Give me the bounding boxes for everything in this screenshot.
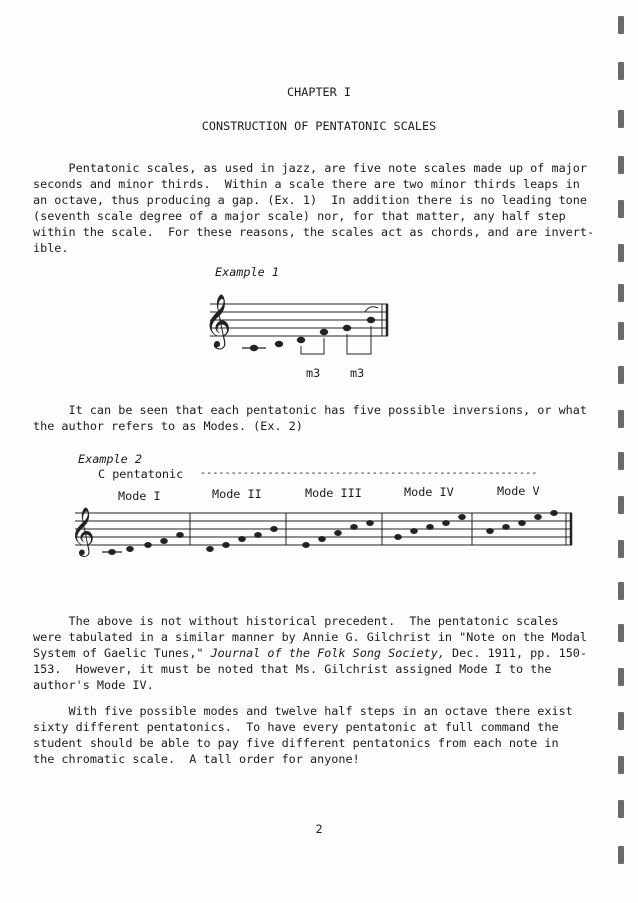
- binding-ring: [618, 366, 624, 384]
- text-line: The above is not without historical precedent. The pentatonic scales: [33, 614, 559, 628]
- mode-label: Mode IV: [404, 485, 454, 499]
- binding-ring: [618, 200, 624, 218]
- treble-clef-icon: 𝄞: [204, 293, 232, 347]
- binding-ring: [618, 624, 624, 642]
- binding-ring: [618, 800, 624, 818]
- staff-lines: [210, 304, 388, 336]
- notes: [242, 317, 375, 351]
- text-span: Dec. 1911, pp. 150-: [444, 646, 587, 660]
- binding-ring: [618, 668, 624, 686]
- treble-clef-icon: 𝄞: [70, 506, 95, 555]
- text-line: With five possible modes and twelve half steps in an octave there exist: [33, 704, 573, 718]
- binding-ring: [618, 540, 624, 558]
- binding-ring: [618, 582, 624, 600]
- text-span: System of Gaelic Tunes,": [33, 646, 211, 660]
- binding-ring: [618, 62, 624, 80]
- binding-ring: [618, 712, 624, 730]
- binding-ring: [618, 496, 624, 514]
- text-line: sixty different pentatonics. To have every pentatonic at full command the: [33, 720, 559, 734]
- scale-name: C pentatonic: [98, 467, 184, 481]
- text-line: ible.: [33, 241, 69, 255]
- text-line: student should be able to pay five different pentatonics from each note in: [33, 736, 559, 750]
- scale-dashes: -------------------------------------------------------: [200, 468, 538, 479]
- example-1-label: Example 1: [215, 265, 279, 279]
- mode-label: Mode II: [212, 487, 262, 501]
- text-line: within the scale. For these reasons, the scales act as chords, and are invert-: [33, 225, 595, 239]
- spiral-binding: [612, 0, 630, 903]
- mode-label: Mode III: [305, 486, 362, 500]
- example-2-label: Example 2: [78, 452, 142, 466]
- binding-ring: [618, 110, 624, 128]
- text-line: [33, 646, 587, 660]
- text-line: the chromatic scale. A tall order for anyone!: [33, 752, 360, 766]
- example-2-staff: [70, 505, 580, 570]
- binding-ring: [618, 410, 624, 428]
- mode-label: Mode I: [118, 489, 161, 503]
- text-line: Pentatonic scales, as used in jazz, are five note scales made up of major: [33, 161, 587, 175]
- journal-title: Journal of the Folk Song Society,: [210, 646, 445, 660]
- binding-ring: [618, 322, 624, 340]
- binding-ring: [618, 846, 624, 864]
- binding-ring: [618, 756, 624, 774]
- text-line: seconds and minor thirds. Within a scale there are two minor thirds leaps in: [33, 177, 580, 191]
- text-line: author's Mode IV.: [33, 678, 154, 692]
- binding-ring: [618, 452, 624, 470]
- text-line: the author refers to as Modes. (Ex. 2): [33, 419, 303, 433]
- chapter-heading: CHAPTER I: [287, 85, 351, 99]
- chapter-title: CONSTRUCTION OF PENTATONIC SCALES: [201, 119, 437, 133]
- text-line: an octave, thus producing a gap. (Ex. 1) In addition there is no leading tone: [33, 193, 587, 207]
- text-line: (seventh scale degree of a major scale) nor, for that matter, any half step: [33, 209, 566, 223]
- interval-mark: m3: [306, 366, 321, 380]
- notes: [102, 510, 558, 555]
- binding-ring: [618, 284, 624, 302]
- text-line: It can be seen that each pentatonic has five possible inversions, or what: [33, 403, 587, 417]
- binding-ring: [618, 16, 624, 34]
- text-line: were tabulated in a similar manner by Annie G. Gilchrist in "Note on the Modal: [33, 630, 587, 644]
- binding-ring: [618, 156, 624, 174]
- interval-brackets: [301, 307, 378, 354]
- binding-ring: [618, 244, 624, 262]
- interval-mark: m3: [350, 366, 365, 380]
- page-number: 2: [315, 822, 323, 836]
- mode-label: Mode V: [497, 484, 540, 498]
- text-line: 153. However, it must be noted that Ms. Gilchrist assigned Mode I to the: [33, 662, 552, 676]
- example-1-staff: [200, 282, 400, 382]
